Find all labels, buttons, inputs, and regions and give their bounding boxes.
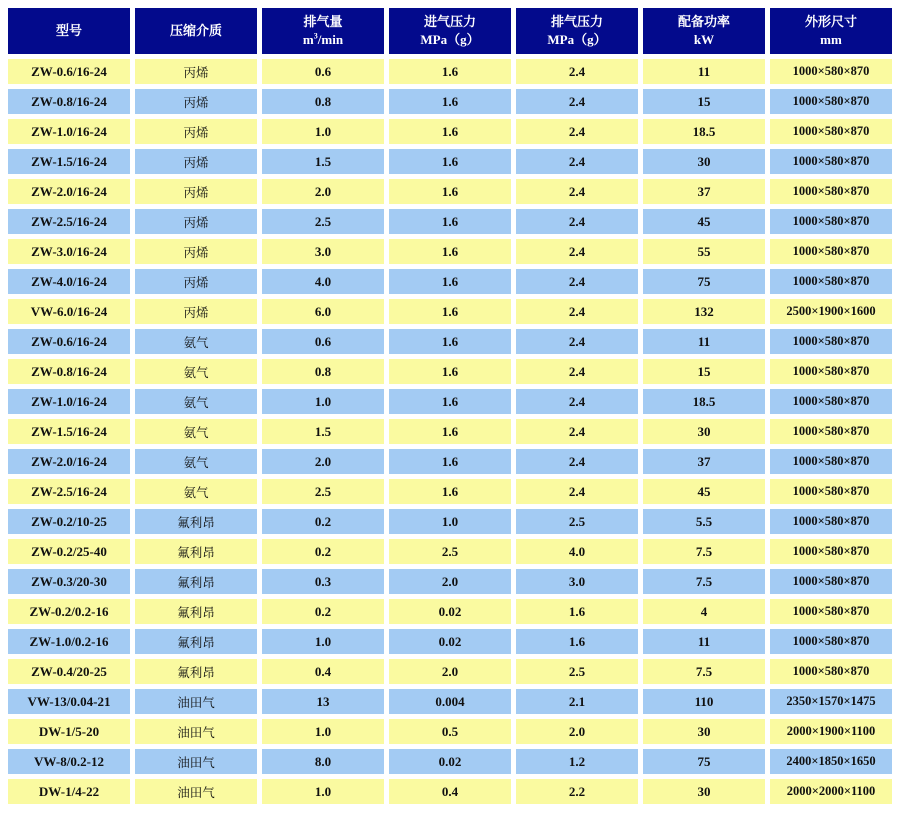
table-row [8, 269, 892, 294]
cell-size: 2000×2000×1100 [770, 779, 892, 804]
cell-displacement: 0.6 [262, 59, 384, 84]
cell-power: 11 [643, 329, 765, 354]
cell-model: ZW-0.4/20-25 [8, 659, 130, 684]
table-row [8, 329, 892, 354]
cell-power: 110 [643, 689, 765, 714]
cell-outlet-pressure: 2.4 [516, 89, 638, 114]
cell-displacement: 2.5 [262, 209, 384, 234]
cell-power: 55 [643, 239, 765, 264]
table-row [8, 569, 892, 594]
cell-power: 11 [643, 629, 765, 654]
cell-medium: 丙烯 [135, 89, 257, 114]
cell-size: 1000×580×870 [770, 629, 892, 654]
table-row [8, 389, 892, 414]
cell-power: 15 [643, 89, 765, 114]
cell-medium: 氨气 [135, 359, 257, 384]
cell-medium: 丙烯 [135, 269, 257, 294]
cell-displacement: 1.5 [262, 419, 384, 444]
table-row [8, 599, 892, 624]
cell-power: 45 [643, 209, 765, 234]
cell-model: ZW-0.6/16-24 [8, 329, 130, 354]
cell-outlet-pressure: 2.0 [516, 719, 638, 744]
cell-inlet-pressure: 0.004 [389, 689, 511, 714]
cell-inlet-pressure: 1.6 [389, 389, 511, 414]
compressor-spec-table [3, 3, 897, 809]
cell-medium: 丙烯 [135, 119, 257, 144]
cell-power: 4 [643, 599, 765, 624]
cell-medium: 丙烯 [135, 179, 257, 204]
cell-power: 75 [643, 749, 765, 774]
header-size: 外形尺寸 mm [770, 8, 892, 54]
cell-inlet-pressure: 1.6 [389, 89, 511, 114]
table-row [8, 119, 892, 144]
cell-model: ZW-3.0/16-24 [8, 239, 130, 264]
cell-inlet-pressure: 1.6 [389, 329, 511, 354]
cell-displacement: 1.0 [262, 389, 384, 414]
cell-medium: 氟利昂 [135, 599, 257, 624]
table-body [8, 59, 892, 804]
cell-medium: 油田气 [135, 689, 257, 714]
cell-inlet-pressure: 2.0 [389, 569, 511, 594]
cell-outlet-pressure: 2.4 [516, 59, 638, 84]
cell-size: 2000×1900×1100 [770, 719, 892, 744]
cell-model: ZW-1.0/0.2-16 [8, 629, 130, 654]
cell-inlet-pressure: 1.6 [389, 299, 511, 324]
cell-model: VW-6.0/16-24 [8, 299, 130, 324]
table-row [8, 299, 892, 324]
cell-inlet-pressure: 2.5 [389, 539, 511, 564]
cell-model: ZW-4.0/16-24 [8, 269, 130, 294]
cell-size: 1000×580×870 [770, 479, 892, 504]
cell-size: 1000×580×870 [770, 539, 892, 564]
table-row [8, 209, 892, 234]
cell-outlet-pressure: 1.6 [516, 629, 638, 654]
cell-displacement: 0.8 [262, 359, 384, 384]
cell-model: ZW-2.0/16-24 [8, 449, 130, 474]
cell-size: 1000×580×870 [770, 59, 892, 84]
cell-medium: 丙烯 [135, 239, 257, 264]
cell-model: ZW-2.5/16-24 [8, 209, 130, 234]
cell-outlet-pressure: 2.4 [516, 359, 638, 384]
table-row [8, 539, 892, 564]
cell-medium: 丙烯 [135, 209, 257, 234]
cell-medium: 油田气 [135, 719, 257, 744]
cell-outlet-pressure: 2.4 [516, 299, 638, 324]
cell-medium: 油田气 [135, 749, 257, 774]
cell-outlet-pressure: 2.5 [516, 659, 638, 684]
cell-displacement: 1.0 [262, 779, 384, 804]
cell-model: ZW-1.5/16-24 [8, 419, 130, 444]
header-inlet-pressure: 进气压力 MPa（g） [389, 8, 511, 54]
cell-inlet-pressure: 0.4 [389, 779, 511, 804]
cell-model: ZW-0.6/16-24 [8, 59, 130, 84]
cell-outlet-pressure: 3.0 [516, 569, 638, 594]
header-medium: 压缩介质 [135, 8, 257, 54]
cell-medium: 氨气 [135, 419, 257, 444]
table-row [8, 719, 892, 744]
table-row [8, 629, 892, 654]
cell-displacement: 0.4 [262, 659, 384, 684]
header-row [8, 8, 892, 54]
cell-model: ZW-0.2/25-40 [8, 539, 130, 564]
table-row [8, 479, 892, 504]
cell-outlet-pressure: 1.6 [516, 599, 638, 624]
cell-displacement: 0.2 [262, 599, 384, 624]
cell-model: ZW-1.5/16-24 [8, 149, 130, 174]
cell-power: 5.5 [643, 509, 765, 534]
cell-size: 1000×580×870 [770, 359, 892, 384]
table-row [8, 359, 892, 384]
cell-displacement: 2.0 [262, 179, 384, 204]
cell-outlet-pressure: 1.2 [516, 749, 638, 774]
cell-power: 30 [643, 719, 765, 744]
cell-inlet-pressure: 0.02 [389, 599, 511, 624]
cell-medium: 氟利昂 [135, 629, 257, 654]
cell-displacement: 8.0 [262, 749, 384, 774]
cell-power: 30 [643, 149, 765, 174]
cell-medium: 氟利昂 [135, 539, 257, 564]
cell-model: ZW-0.2/10-25 [8, 509, 130, 534]
table-row [8, 659, 892, 684]
cell-outlet-pressure: 2.4 [516, 239, 638, 264]
cell-medium: 丙烯 [135, 299, 257, 324]
cell-inlet-pressure: 1.0 [389, 509, 511, 534]
cell-power: 7.5 [643, 659, 765, 684]
table-header [8, 8, 892, 54]
table-row [8, 149, 892, 174]
cell-power: 15 [643, 359, 765, 384]
cell-displacement: 1.0 [262, 119, 384, 144]
table-row [8, 689, 892, 714]
cell-medium: 氨气 [135, 329, 257, 354]
cell-power: 37 [643, 449, 765, 474]
cell-model: ZW-2.5/16-24 [8, 479, 130, 504]
cell-displacement: 1.5 [262, 149, 384, 174]
cell-inlet-pressure: 0.5 [389, 719, 511, 744]
cell-power: 45 [643, 479, 765, 504]
cell-model: ZW-1.0/16-24 [8, 389, 130, 414]
cell-model: ZW-2.0/16-24 [8, 179, 130, 204]
cell-size: 1000×580×870 [770, 149, 892, 174]
header-power: 配备功率 kW [643, 8, 765, 54]
header-model: 型号 [8, 8, 130, 54]
cell-displacement: 0.2 [262, 539, 384, 564]
cell-power: 11 [643, 59, 765, 84]
cell-outlet-pressure: 2.4 [516, 449, 638, 474]
cell-inlet-pressure: 0.02 [389, 749, 511, 774]
cell-displacement: 6.0 [262, 299, 384, 324]
cell-inlet-pressure: 1.6 [389, 419, 511, 444]
cell-displacement: 0.8 [262, 89, 384, 114]
table-row [8, 509, 892, 534]
cell-displacement: 0.3 [262, 569, 384, 594]
displacement-unit: $m^3/\min$ [302, 31, 344, 47]
cell-size: 1000×580×870 [770, 659, 892, 684]
cell-outlet-pressure: 2.4 [516, 149, 638, 174]
cell-medium: 油田气 [135, 779, 257, 804]
cell-power: 132 [643, 299, 765, 324]
table-row [8, 179, 892, 204]
cell-displacement: 1.0 [262, 629, 384, 654]
cell-size: 1000×580×870 [770, 119, 892, 144]
cell-model: DW-1/5-20 [8, 719, 130, 744]
cell-outlet-pressure: 2.4 [516, 119, 638, 144]
cell-displacement: 2.5 [262, 479, 384, 504]
cell-medium: 丙烯 [135, 59, 257, 84]
table-row [8, 59, 892, 84]
cell-outlet-pressure: 4.0 [516, 539, 638, 564]
cell-displacement: 4.0 [262, 269, 384, 294]
cell-power: 37 [643, 179, 765, 204]
cell-inlet-pressure: 1.6 [389, 209, 511, 234]
cell-inlet-pressure: 0.02 [389, 629, 511, 654]
cell-size: 1000×580×870 [770, 209, 892, 234]
cell-power: 18.5 [643, 119, 765, 144]
cell-medium: 氨气 [135, 389, 257, 414]
cell-size: 1000×580×870 [770, 599, 892, 624]
cell-model: ZW-0.8/16-24 [8, 89, 130, 114]
cell-displacement: 13 [262, 689, 384, 714]
cell-medium: 氟利昂 [135, 569, 257, 594]
table-row [8, 449, 892, 474]
cell-outlet-pressure: 2.2 [516, 779, 638, 804]
cell-displacement: 3.0 [262, 239, 384, 264]
cell-size: 1000×580×870 [770, 239, 892, 264]
table-row [8, 779, 892, 804]
header-displacement: 排气量 $m^3/\min$ [262, 8, 384, 54]
cell-outlet-pressure: 2.5 [516, 509, 638, 534]
cell-power: 30 [643, 419, 765, 444]
cell-outlet-pressure: 2.4 [516, 389, 638, 414]
cell-size: 1000×580×870 [770, 569, 892, 594]
cell-size: 1000×580×870 [770, 179, 892, 204]
table-row [8, 419, 892, 444]
cell-medium: 氟利昂 [135, 659, 257, 684]
cell-outlet-pressure: 2.4 [516, 479, 638, 504]
cell-inlet-pressure: 1.6 [389, 149, 511, 174]
cell-outlet-pressure: 2.4 [516, 179, 638, 204]
cell-inlet-pressure: 1.6 [389, 179, 511, 204]
cell-medium: 氨气 [135, 449, 257, 474]
cell-inlet-pressure: 1.6 [389, 59, 511, 84]
cell-displacement: 2.0 [262, 449, 384, 474]
cell-outlet-pressure: 2.4 [516, 329, 638, 354]
cell-medium: 丙烯 [135, 149, 257, 174]
cell-outlet-pressure: 2.4 [516, 269, 638, 294]
cell-outlet-pressure: 2.4 [516, 419, 638, 444]
table-row [8, 89, 892, 114]
cell-size: 2500×1900×1600 [770, 299, 892, 324]
cell-power: 7.5 [643, 569, 765, 594]
cell-model: ZW-0.2/0.2-16 [8, 599, 130, 624]
cell-inlet-pressure: 1.6 [389, 269, 511, 294]
cell-inlet-pressure: 1.6 [389, 119, 511, 144]
cell-inlet-pressure: 1.6 [389, 239, 511, 264]
cell-model: DW-1/4-22 [8, 779, 130, 804]
cell-displacement: 0.6 [262, 329, 384, 354]
cell-size: 1000×580×870 [770, 419, 892, 444]
table-row [8, 749, 892, 774]
cell-model: ZW-1.0/16-24 [8, 119, 130, 144]
cell-size: 2400×1850×1650 [770, 749, 892, 774]
cell-size: 1000×580×870 [770, 269, 892, 294]
cell-size: 1000×580×870 [770, 509, 892, 534]
cell-inlet-pressure: 1.6 [389, 479, 511, 504]
cell-size: 1000×580×870 [770, 329, 892, 354]
cell-medium: 氨气 [135, 479, 257, 504]
cell-power: 7.5 [643, 539, 765, 564]
cell-power: 75 [643, 269, 765, 294]
cell-size: 1000×580×870 [770, 449, 892, 474]
cell-model: VW-8/0.2-12 [8, 749, 130, 774]
cell-outlet-pressure: 2.1 [516, 689, 638, 714]
cell-model: ZW-0.3/20-30 [8, 569, 130, 594]
cell-inlet-pressure: 1.6 [389, 359, 511, 384]
cell-displacement: 0.2 [262, 509, 384, 534]
cell-inlet-pressure: 1.6 [389, 449, 511, 474]
cell-size: 1000×580×870 [770, 89, 892, 114]
header-outlet-pressure: 排气压力 MPa（g） [516, 8, 638, 54]
cell-medium: 氟利昂 [135, 509, 257, 534]
cell-inlet-pressure: 2.0 [389, 659, 511, 684]
cell-model: ZW-0.8/16-24 [8, 359, 130, 384]
cell-model: VW-13/0.04-21 [8, 689, 130, 714]
cell-size: 2350×1570×1475 [770, 689, 892, 714]
cell-power: 30 [643, 779, 765, 804]
cell-size: 1000×580×870 [770, 389, 892, 414]
table-row [8, 239, 892, 264]
cell-displacement: 1.0 [262, 719, 384, 744]
cell-power: 18.5 [643, 389, 765, 414]
cell-outlet-pressure: 2.4 [516, 209, 638, 234]
